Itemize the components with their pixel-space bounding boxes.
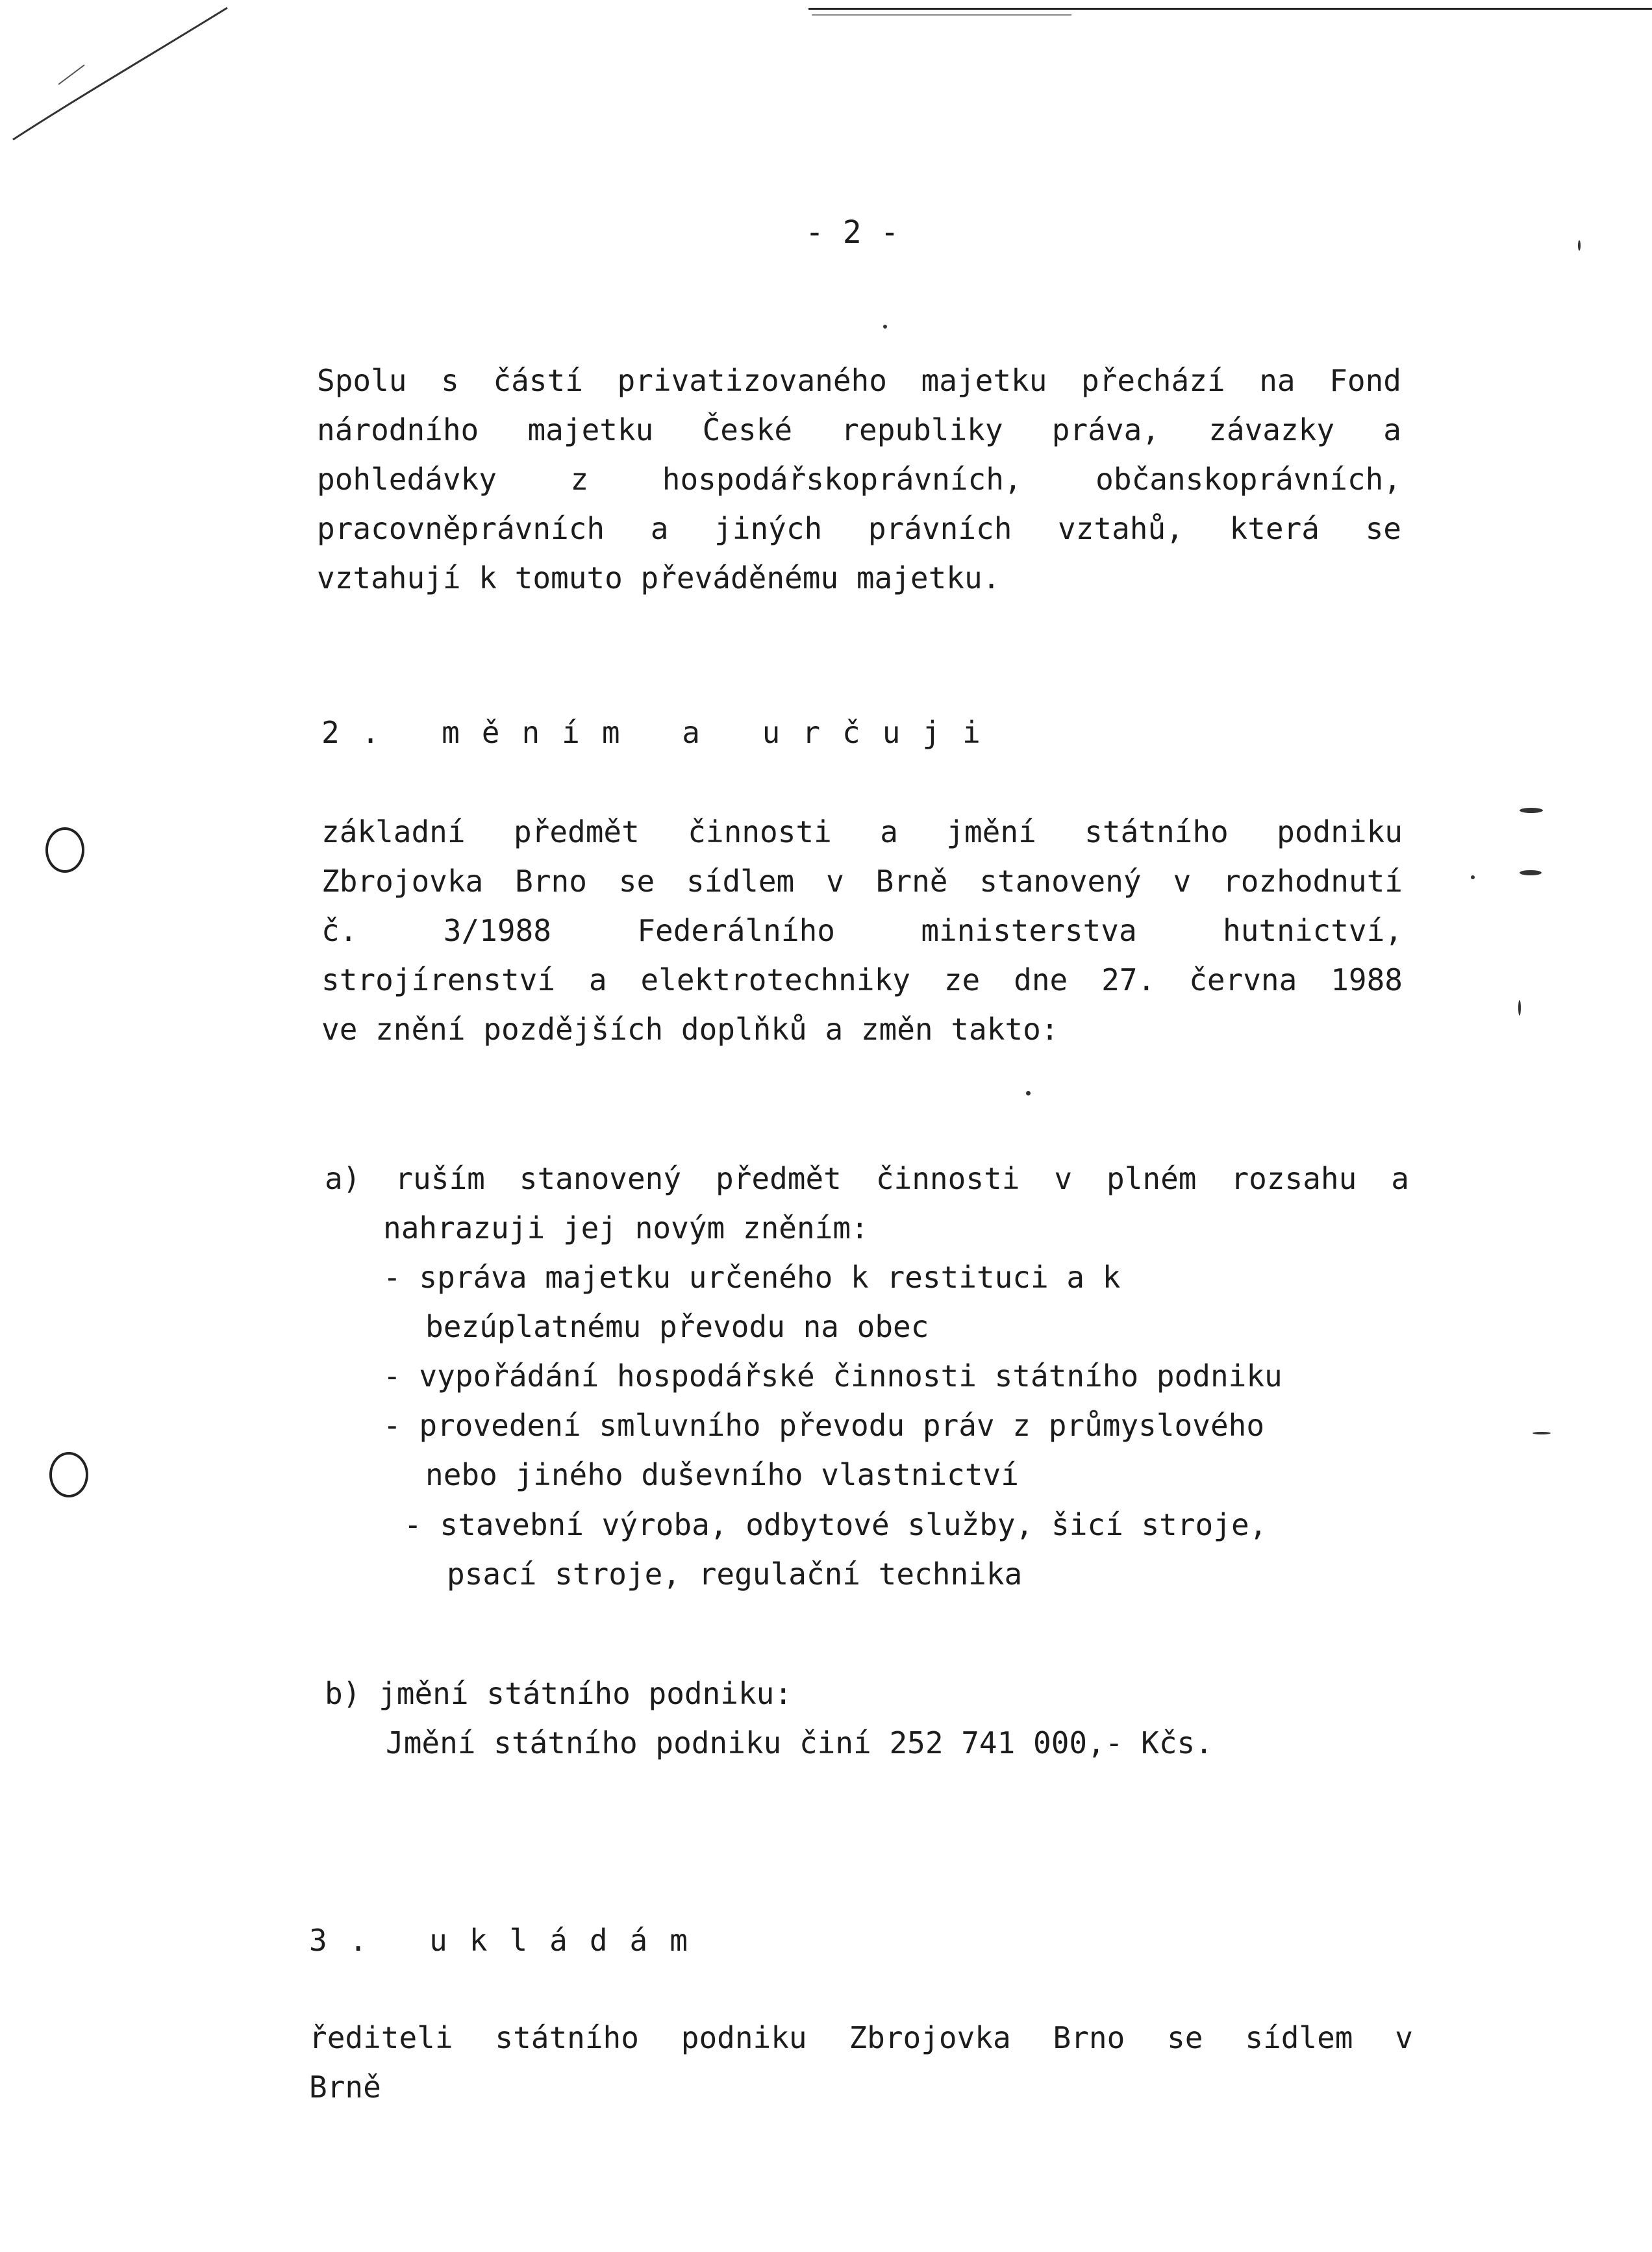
item-b-line: Jmění státního podniku činí 252 741 000,- Kčs. [386, 1725, 1213, 1760]
section-2-line: ve znění pozdějších doplňků a změn takto: [321, 1012, 1059, 1047]
scan-speck [883, 325, 887, 329]
scan-speck [1026, 1091, 1031, 1095]
section-2-heading: 2. měním a určuji [321, 715, 1003, 750]
section-2-line: základní předmět činnosti a jmění státního podniku [321, 814, 1403, 849]
item-a-line: a) ruším stanovený předmět činnosti v plném rozsahu a [325, 1161, 1409, 1196]
scan-speck [1471, 875, 1475, 879]
section-3-line: Brně [309, 2070, 381, 2105]
section-2-line: strojírenství a elektrotechniky ze dne 27. června 1988 [321, 962, 1403, 997]
section-3-heading: 3. ukládám [309, 1923, 710, 1958]
scan-top-line [808, 8, 1652, 10]
punch-hole-upper [45, 827, 84, 873]
intro-line: pracovněprávních a jiných právních vztahů, která se [317, 511, 1401, 546]
corner-stroke-mark [0, 0, 260, 156]
intro-line: vztahují k tomuto převáděnému majetku. [317, 560, 1001, 595]
bullet-item: - stavební výroba, odbytové služby, šicí stroje, [404, 1507, 1268, 1542]
page-number: - 2 - [805, 214, 899, 251]
scan-speck [1518, 1000, 1521, 1016]
section-2-line: č. 3/1988 Federálního ministerstva hutnictví, [321, 913, 1403, 948]
bullet-item: - vypořádání hospodářské činnosti státního podniku [383, 1358, 1283, 1394]
bullet-item-continuation: nebo jiného duševního vlastnictví [425, 1457, 1019, 1492]
section-3-line: řediteli státního podniku Zbrojovka Brno se sídlem v [309, 2020, 1413, 2055]
section-2-line: Zbrojovka Brno se sídlem v Brně stanovený v rozhodnutí [321, 864, 1403, 899]
intro-line: Spolu s částí privatizovaného majetku přechází na Fond [317, 363, 1401, 398]
intro-line: národního majetku České republiky práva, závazky a [317, 412, 1401, 447]
bullet-item: - správa majetku určeného k restituci a k [383, 1260, 1121, 1295]
bullet-item: - provedení smluvního převodu práv z průmyslového [383, 1408, 1265, 1443]
item-a-line: nahrazuji jej novým zněním: [383, 1210, 869, 1245]
punch-hole-lower [49, 1452, 88, 1497]
scan-top-line-thin [812, 14, 1071, 16]
scan-speck [1520, 808, 1543, 813]
scan-speck [1520, 870, 1542, 875]
bullet-item-continuation: psací stroje, regulační technika [447, 1557, 1023, 1592]
item-b-line: b) jmění státního podniku: [325, 1676, 793, 1711]
intro-line: pohledávky z hospodářskoprávních, občanskoprávních, [317, 462, 1401, 497]
scan-speck [1533, 1432, 1551, 1434]
bullet-item-continuation: bezúplatnému převodu na obec [425, 1309, 929, 1344]
scan-speck [1578, 240, 1581, 251]
